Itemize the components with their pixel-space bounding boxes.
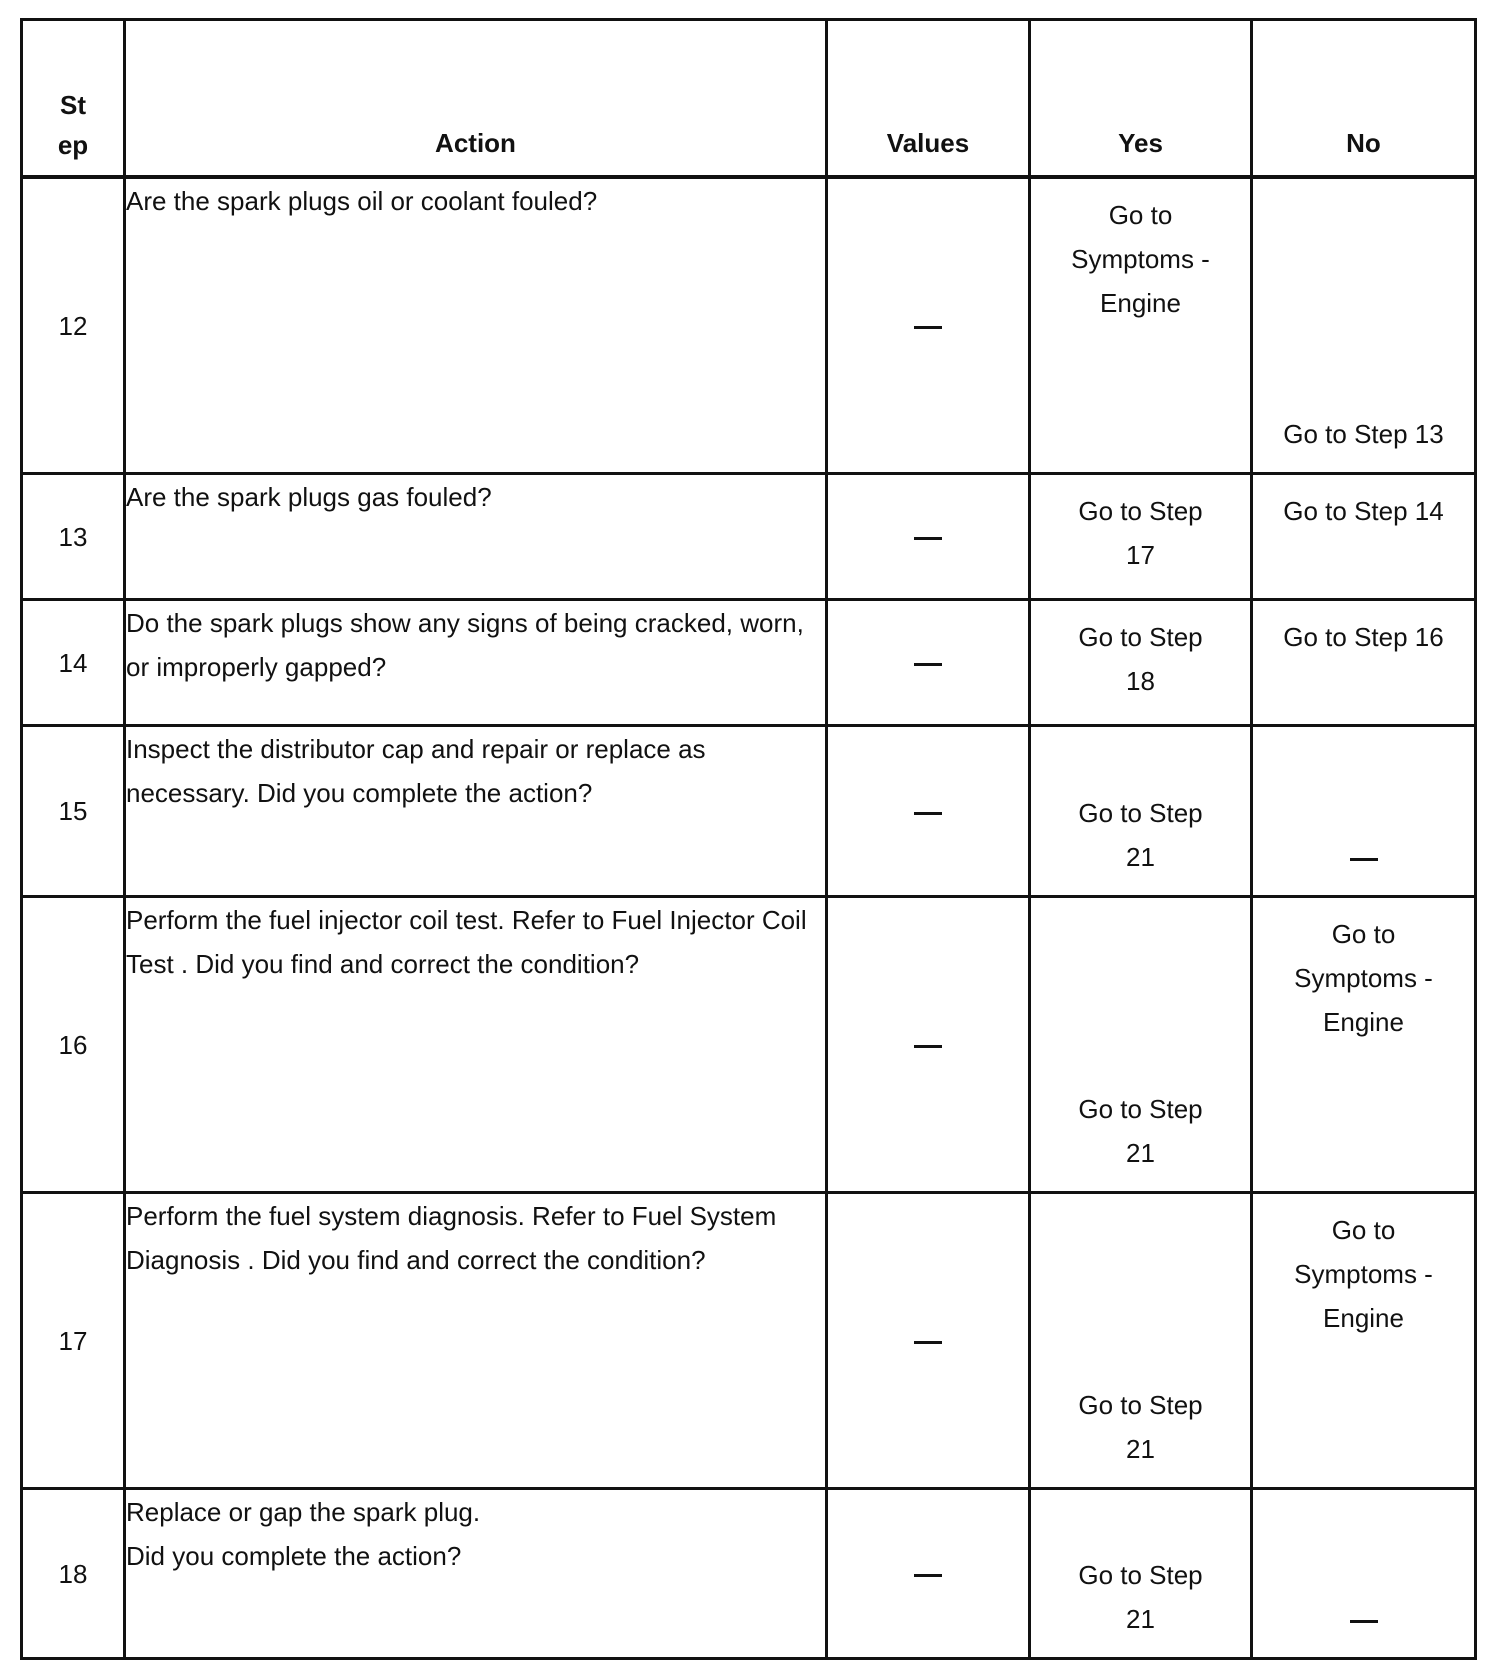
diagnostic-table (20, 18, 1477, 1660)
header-no: No (1252, 20, 1476, 178)
step-number: 16 (22, 897, 125, 1193)
dash-icon (914, 1045, 942, 1048)
dash-icon (914, 663, 942, 666)
table-row (22, 600, 1476, 726)
dash-icon (1350, 1620, 1378, 1623)
values-cell (827, 474, 1030, 600)
header-step-line1: St (60, 90, 86, 120)
yes-cell: Go to Symptoms - Engine (1030, 177, 1252, 474)
header-step-line2: ep (57, 130, 89, 160)
yes-cell: Go to Step 21 (1030, 1193, 1252, 1489)
action-text: Are the spark plugs gas fouled? (125, 474, 827, 600)
dash-icon (914, 1341, 942, 1344)
yes-cell: Go to Step 21 (1030, 1489, 1252, 1659)
no-cell (1252, 726, 1476, 897)
no-cell: Go to Symptoms - Engine (1252, 1193, 1476, 1489)
yes-cell: Go to Step 21 (1030, 897, 1252, 1193)
no-cell: Go to Step 13 (1252, 177, 1476, 474)
header-step (22, 20, 125, 178)
action-text: Are the spark plugs oil or coolant fouled? (125, 177, 827, 474)
values-cell (827, 1489, 1030, 1659)
yes-cell: Go to Step 17 (1030, 474, 1252, 600)
dash-icon (1350, 858, 1378, 861)
values-cell (827, 726, 1030, 897)
step-number: 13 (22, 474, 125, 600)
step-number: 18 (22, 1489, 125, 1659)
table-row (22, 474, 1476, 600)
dash-icon (914, 812, 942, 815)
action-text: Do the spark plugs show any signs of being cracked, worn, or improperly gapped? (125, 600, 827, 726)
action-text: Perform the fuel system diagnosis. Refer to Fuel System Diagnosis . Did you find and correct the condition? (125, 1193, 827, 1489)
step-number: 14 (22, 600, 125, 726)
action-text (125, 1489, 827, 1659)
action-text: Perform the fuel injector coil test. Refer to Fuel Injector Coil Test . Did you find and correct the condition? (125, 897, 827, 1193)
table-row (22, 726, 1476, 897)
values-cell (827, 177, 1030, 474)
yes-cell: Go to Step 18 (1030, 600, 1252, 726)
header-row (22, 20, 1476, 178)
header-action: Action (125, 20, 827, 178)
action-line: Did you complete the action? (126, 1541, 462, 1571)
values-cell (827, 897, 1030, 1193)
step-number: 12 (22, 177, 125, 474)
yes-cell: Go to Step 21 (1030, 726, 1252, 897)
table-row (22, 1489, 1476, 1659)
table-row (22, 177, 1476, 474)
no-cell: Go to Symptoms - Engine (1252, 897, 1476, 1193)
table-row (22, 1193, 1476, 1489)
table-row (22, 897, 1476, 1193)
header-values: Values (827, 20, 1030, 178)
values-cell (827, 600, 1030, 726)
dash-icon (914, 537, 942, 540)
dash-icon (914, 326, 942, 329)
action-line: Replace or gap the spark plug. (126, 1497, 481, 1527)
action-text: Inspect the distributor cap and repair or replace as necessary. Did you complete the action? (125, 726, 827, 897)
no-cell (1252, 1489, 1476, 1659)
dash-icon (914, 1574, 942, 1577)
step-number: 17 (22, 1193, 125, 1489)
values-cell (827, 1193, 1030, 1489)
no-cell: Go to Step 14 (1252, 474, 1476, 600)
no-cell: Go to Step 16 (1252, 600, 1476, 726)
header-yes: Yes (1030, 20, 1252, 178)
step-number: 15 (22, 726, 125, 897)
